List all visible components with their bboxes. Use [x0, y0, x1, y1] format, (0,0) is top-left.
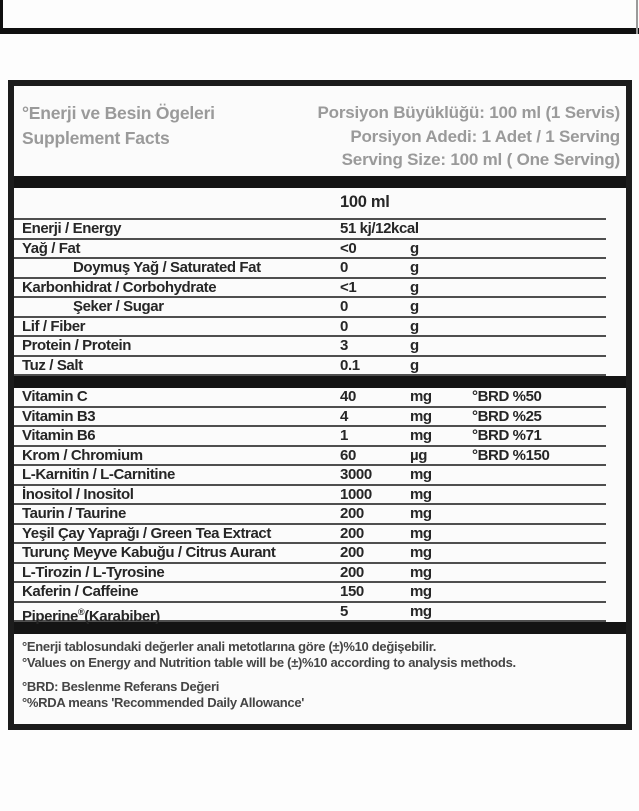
table-row: [14, 564, 606, 584]
row-amount: 4: [340, 407, 348, 425]
table-row: [14, 486, 606, 506]
table-row: [14, 388, 606, 408]
serving-size-en: Serving Size: 100 ml ( One Serving): [341, 150, 620, 169]
row-amount: 200: [340, 505, 364, 522]
row-unit: g: [410, 298, 419, 315]
row-amount: 40: [340, 388, 356, 405]
table-row: [14, 544, 606, 564]
footnote-rda-definition: °%RDA means 'Recommended Daily Allowance': [22, 695, 305, 710]
row-unit: mg: [410, 407, 432, 425]
row-amount: 5: [340, 602, 348, 620]
row-label: Doymuş Yağ / Saturated Fat: [73, 259, 261, 276]
row-label: Vitamin B3: [22, 407, 96, 425]
table-row: [14, 603, 606, 623]
table-row: [14, 505, 606, 525]
row-label: Enerji / Energy: [22, 220, 122, 237]
scan-edge-right-tick: [636, 0, 638, 34]
row-brd-badge: °BRD %71: [472, 427, 542, 444]
table-row: [14, 583, 606, 603]
table-row: [14, 337, 606, 357]
row-amount: 0: [340, 317, 348, 335]
supplement-facts-panel: [8, 80, 632, 730]
section-divider-bar-middle: [14, 376, 626, 388]
label-title-line1: °Enerji ve Besin Ögeleri: [22, 103, 215, 123]
row-label: L-Tirozin / L-Tyrosine: [22, 563, 165, 581]
table-row: [14, 298, 606, 318]
row-label: Tuz / Salt: [22, 356, 83, 374]
serving-count: Porsiyon Adedi: 1 Adet / 1 Serving: [350, 126, 620, 146]
footnote-brd-definition: °BRD: Beslenme Referans Değeri: [22, 679, 220, 694]
row-unit: mg: [410, 505, 432, 522]
row-unit: mg: [410, 485, 432, 503]
row-amount: 200: [340, 544, 364, 561]
row-unit: g: [410, 239, 419, 257]
row-label: Taurin / Taurine: [22, 505, 126, 522]
column-header-amount: 100 ml: [340, 193, 390, 211]
vitamins-actives-table: [14, 388, 626, 625]
row-amount: 51 kj/12kcal: [340, 220, 419, 237]
row-brd-badge: °BRD %25: [472, 407, 542, 425]
row-unit: mg: [410, 524, 432, 542]
row-label: L-Karnitin / L-Carnitine: [22, 466, 175, 483]
row-amount: 60: [340, 446, 356, 464]
row-amount: <1: [340, 278, 357, 296]
row-amount: <0: [340, 239, 357, 257]
table-row: [14, 427, 606, 447]
serving-info-block: [318, 101, 620, 172]
row-unit: mg: [410, 563, 432, 581]
scan-edge-left-tick: [0, 0, 3, 34]
row-unit: µg: [410, 446, 428, 464]
row-unit: g: [410, 259, 419, 276]
footnote-variation-en: °Values on Energy and Nutrition table will be (±)%10 according to analysis methods.: [22, 655, 516, 670]
row-amount: 0.1: [340, 356, 360, 374]
row-label: İnositol / Inositol: [22, 485, 134, 503]
row-unit: g: [410, 337, 419, 354]
row-unit: g: [410, 317, 419, 335]
row-label: Kaferin / Caffeine: [22, 583, 139, 600]
label-title-block: [22, 101, 215, 151]
row-label: Protein / Protein: [22, 337, 132, 354]
row-amount: 200: [340, 524, 364, 542]
row-unit: mg: [410, 388, 432, 405]
table-row: [14, 408, 606, 428]
row-label: Piperine®(Karabiber): [22, 606, 160, 625]
table-row: [14, 318, 606, 338]
column-header-row: [14, 188, 606, 220]
row-label: Şeker / Sugar: [73, 298, 164, 315]
row-label: Yağ / Fat: [22, 239, 81, 257]
row-amount: 3000: [340, 466, 372, 483]
table-row: [14, 525, 606, 545]
row-brd-badge: °BRD %150: [472, 446, 550, 464]
row-unit: mg: [410, 544, 432, 561]
row-label: Krom / Chromium: [22, 446, 143, 464]
row-unit: g: [410, 278, 419, 296]
row-label: Lif / Fiber: [22, 317, 86, 335]
row-amount: 0: [340, 298, 348, 315]
row-label: Karbonhidrat / Corbohydrate: [22, 278, 217, 296]
row-brd-badge: °BRD %50: [472, 388, 542, 405]
energy-nutrition-table: [14, 220, 626, 376]
row-unit: mg: [410, 602, 432, 620]
row-unit: mg: [410, 427, 432, 444]
row-unit: mg: [410, 583, 432, 600]
table-row: [14, 259, 606, 279]
table-row: [14, 447, 606, 467]
row-amount: 150: [340, 583, 364, 600]
row-amount: 1000: [340, 485, 372, 503]
section-divider-bar-top: [14, 176, 626, 188]
row-label: Vitamin B6: [22, 427, 96, 444]
row-label: Yeşil Çay Yaprağı / Green Tea Extract: [22, 524, 271, 542]
row-unit: g: [410, 356, 419, 374]
row-amount: 200: [340, 563, 364, 581]
row-label: Vitamin C: [22, 388, 88, 405]
label-header: [14, 86, 626, 176]
row-amount: 1: [340, 427, 348, 444]
row-amount: 0: [340, 259, 348, 276]
table-row: [14, 279, 606, 299]
serving-size-tr: Porsiyon Büyüklüğü: 100 ml (1 Servis): [317, 103, 620, 122]
row-amount: 3: [340, 337, 348, 354]
footnote-variation-tr: °Enerji tablosundaki değerler anali metotlarına göre (±)%10 değişebilir.: [22, 639, 437, 654]
footnotes-block: [14, 634, 626, 724]
label-title-line2: Supplement Facts: [22, 128, 170, 148]
row-label: Turunç Meyve Kabuğu / Citrus Aurant: [22, 544, 276, 561]
table-row: [14, 357, 606, 377]
row-unit: mg: [410, 466, 432, 483]
scan-edge-top-line: [0, 28, 639, 34]
table-row: [14, 466, 606, 486]
table-row: [14, 220, 606, 240]
table-row: [14, 240, 606, 260]
